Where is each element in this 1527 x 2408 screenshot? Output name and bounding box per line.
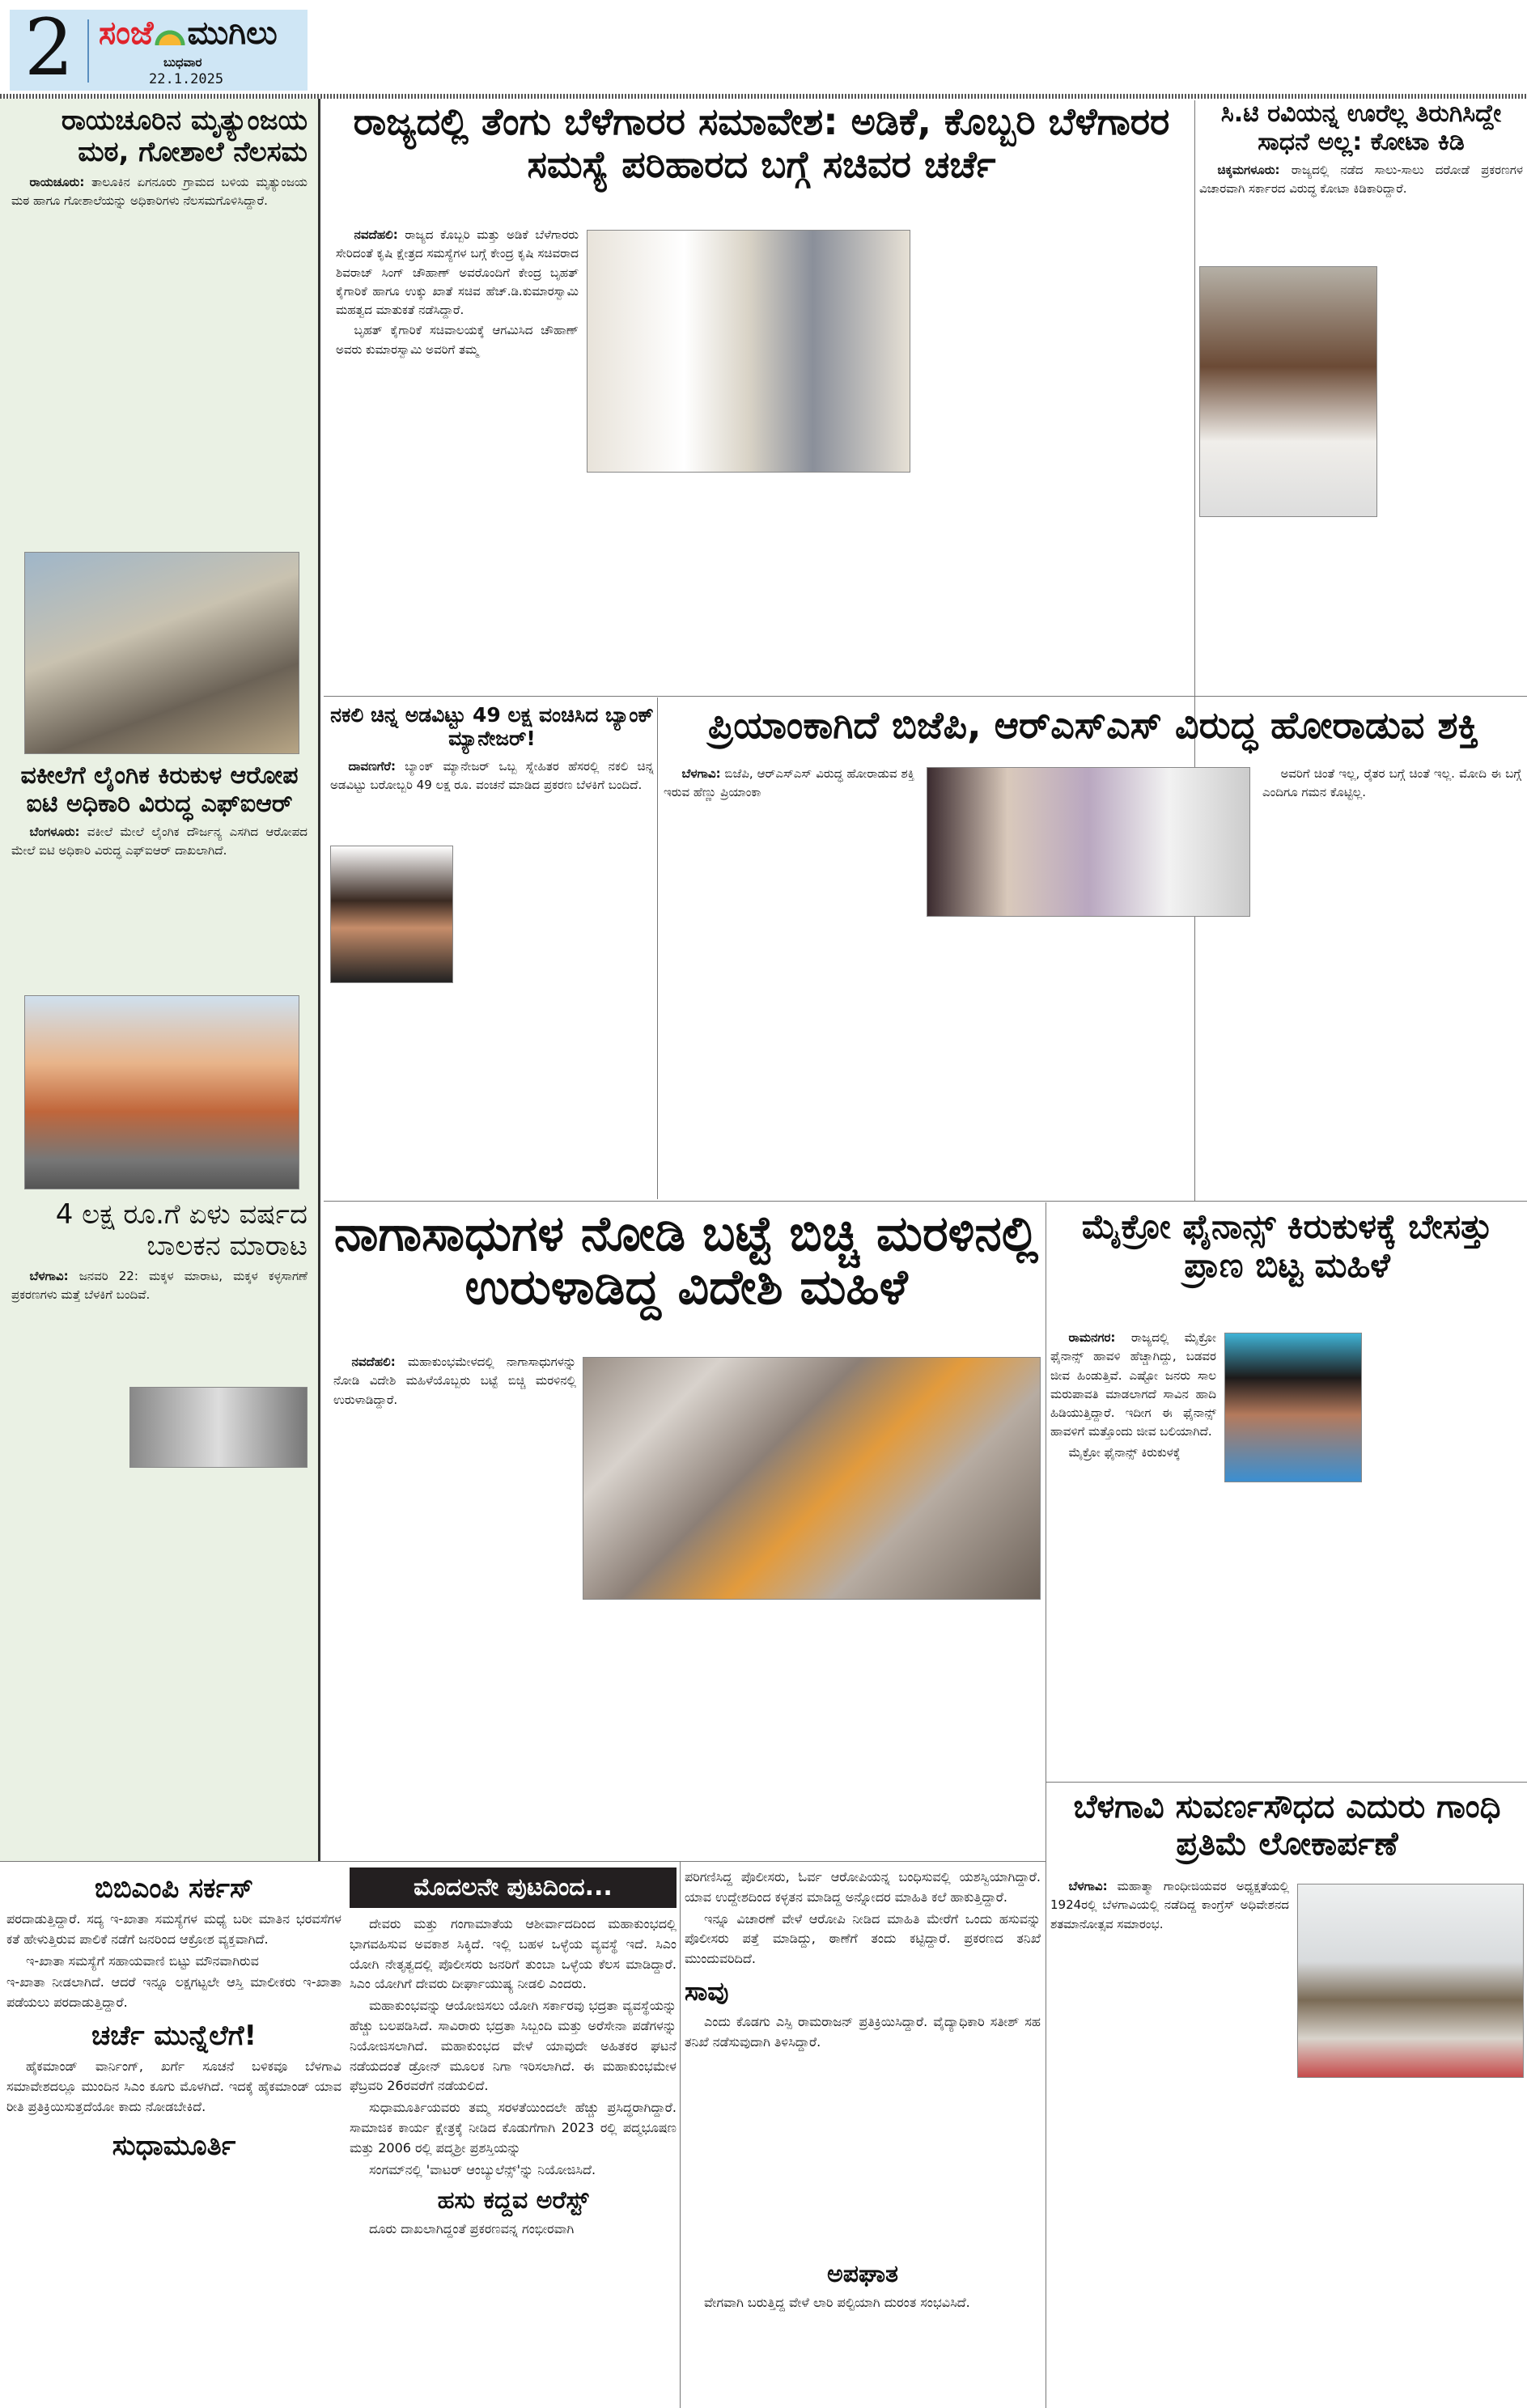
page-number: 2 xyxy=(24,2,74,93)
row-rule xyxy=(324,696,1527,697)
row-rule xyxy=(324,1201,1527,1202)
subheadline: ಚರ್ಚೆ ಮುನ್ನೆಲೆಗೆ! xyxy=(91,2019,257,2052)
story-body: ಸುಧಾಮೂರ್ತಿಯವರು ತಮ್ಮ ಸರಳತೆಯಿಂದಲೇ ಹೆಚ್ಚು ಪ್ರಸಿದ್ಧರಾಗಿದ್ದಾರೆ. ಸಾಮಾಜಿಕ ಕಾರ್ಯ ಕ್ಷೇತ್ರಕ್ಕೆ ನೀಡಿದ ಕೊಡುಗೆಗಾಗಿ 2023 ರಲ್ಲಿ ಪದ್ಮಭೂಷಣ ಮತ್ತು 2006 ರಲ್ಲಿ ಪದ್ಮಶ್ರೀ ಪ್ರಶಸ್ತಿಯನ್ನು xyxy=(350,2100,677,2156)
dateline: ರಾಯಚೂರು: xyxy=(29,175,85,190)
dateline: ದಾವಣಗೆರೆ: xyxy=(348,758,396,774)
dateline: ನವದೆಹಲಿ: xyxy=(351,1354,396,1369)
headline: ರಾಜ್ಯದಲ್ಲಿ ತೆಂಗು ಬೆಳೆಗಾರರ ಸಮಾವೇಶ: ಅಡಿಕೆ, ಕೊಬ್ಬರಿ ಬೆಳೆಗಾರರ ಸಮಸ್ಯೆ ಪರಿಹಾರದ ಬಗ್ಗೆ ಸಚಿವರ ಚರ್ಚೆ xyxy=(353,100,1170,186)
logo-text-black: ಮುಗಿಲು xyxy=(187,15,278,52)
story-body: ಇ-ಖಾತಾ ನೀಡಲಾಗಿದೆ. ಆದರೆ ಇನ್ನೂ ಲಕ್ಷಗಟ್ಟಲೇ ಆಸ್ತಿ ಮಾಲೀಕರು ಇ-ಖಾತಾ ಪಡೆಯಲು ಪರದಾಡುತ್ತಿದ್ದಾರೆ. xyxy=(6,1974,341,2011)
left-column xyxy=(0,99,320,1861)
story-body: ಮೈಕ್ರೋ ಫೈನಾನ್ಸ್ ಕಿರುಕುಳಕ್ಕೆ xyxy=(1068,1444,1181,1460)
dateline: ನವದೆಹಲಿ: xyxy=(354,227,398,242)
story-body: ಇ-ಖಾತಾ ಸಮಸ್ಯೆಗೆ ಸಹಾಯವಾಣಿ ಬಿಟ್ಟು ಮೌನವಾಗಿರುವ xyxy=(26,1952,259,1969)
dateline: ಬೆಳಗಾವಿ: xyxy=(1068,1879,1108,1893)
subheadline: ಹಸು ಕದ್ದವ ಅರೆಸ್ಟ್ xyxy=(437,2186,589,2215)
story-body: ಮಹಾಕುಂಭಮೇಳದಲ್ಲಿ ನಾಗಾಸಾಧುಗಳನ್ನು ನೋಡಿ ವಿದೇಶಿ ಮಹಿಳೆಯೊಬ್ಬರು ಬಟ್ಟೆ ಬಿಚ್ಚಿ ಮರಳಿನಲ್ಲಿ ಉರುಳಾಡಿದ್ದಾರೆ. xyxy=(333,1354,576,1407)
story-gandhi-statue xyxy=(1050,1788,1524,2403)
subheadline: ಅಪಘಾತ xyxy=(826,2259,899,2288)
logo-text-red: ಸಂಜೆ xyxy=(99,15,154,52)
priyanka-kharge-photo xyxy=(927,767,1250,917)
gandhi-statue-photo xyxy=(1297,1884,1524,2078)
victim-woman-photo xyxy=(1224,1333,1362,1482)
kota-portrait-photo xyxy=(1199,266,1377,517)
dateline: ಬೆಳಗಾವಿ: xyxy=(681,766,721,781)
story-body: ದೇವರು ಮತ್ತು ಗಂಗಾಮಾತೆಯ ಆಶೀರ್ವಾದದಿಂದ ಮಹಾಕುಂಭದಲ್ಲಿ ಭಾಗವಹಿಸುವ ಅವಕಾಶ ಸಿಕ್ಕಿದೆ. ಇಲ್ಲಿ ಬಹಳ ಒಳ್ಳೆಯ ವ್ಯವಸ್ಥೆ ಇದೆ. ಸಿಎಂ ಯೋಗಿ ನೇತೃತ್ವದಲ್ಲಿ ಪೊಲೀಸರು ಜನರಿಗೆ ತುಂಬಾ ಒಳ್ಳೆಯ ಕೆಲಸ ಮಾಡಿದ್ದಾರೆ. ಸಿಎಂ ಯೋಗಿಗೆ ದೇವರು ದೀರ್ಘಾಯುಷ್ಯ ನೀಡಲಿ ಎಂದರು. xyxy=(350,1916,677,1992)
headline: ನಕಲಿ ಚಿನ್ನ ಅಡವಿಟ್ಟು 49 ಲಕ್ಷ ವಂಚಿಸಿದ ಬ್ಯಾಂಕ್ ಮ್ಯಾನೇಜರ್! xyxy=(330,703,654,750)
headline: ಮೈಕ್ರೋ ಫೈನಾನ್ಸ್ ಕಿರುಕುಳಕ್ಕೆ ಬೇಸತ್ತು ಪ್ರಾಣ ಬಿಟ್ಟ ಮಹಿಳೆ xyxy=(1081,1206,1493,1286)
story-body: ಬಿಜೆಪಿ, ಆರ್‌ಎಸ್‌ಎಸ್ ವಿರುದ್ಧ ಹೋರಾಡುವ ಶಕ್ತಿ ಇರುವ ಹೆಣ್ಣು ಪ್ರಿಯಾಂಕಾ xyxy=(664,766,914,800)
headline: 4 ಲಕ್ಷ ರೂ.ಗೆ ಏಳು ವರ್ಷದ ಬಾಲಕನ ಮಾರಾಟ xyxy=(55,1198,308,1263)
story-naga-sadhu xyxy=(330,1207,1042,1855)
dateline: ರಾಮನಗರ: xyxy=(1068,1330,1116,1345)
story-body: ಹೈಕಮಾಂಡ್ ವಾರ್ನಿಂಗ್, ಖರ್ಗೆ ಸೂಚನೆ ಬಳಿಕವೂ ಬೆಳಗಾವಿ ಸಮಾವೇಶದಲ್ಲೂ ಮುಂದಿನ ಸಿಎಂ ಕೂಗು ಮೊಳಗಿದೆ. ಇದಕ್ಕೆ ಹೈಕಮಾಂಡ್ ಯಾವ ರೀತಿ ಪ್ರತಿಕ್ರಿಯಿಸುತ್ತದೆಯೋ ಕಾದು ನೋಡಬೇಕಿದೆ. xyxy=(6,2058,341,2114)
story-body: ರಾಜ್ಯದ ಕೊಬ್ಬರಿ ಮತ್ತು ಅಡಿಕೆ ಬೆಳೆಗಾರರು ಸೇರಿದಂತೆ ಕೃಷಿ ಕ್ಷೇತ್ರದ ಸಮಸ್ಯೆಗಳ ಬಗ್ಗೆ ಕೇಂದ್ರ ಕೃಷಿ ಸಚಿವರಾದ ಶಿವರಾಜ್ ಸಿಂಗ್ ಚೌಹಾಣ್ ಅವರೊಂದಿಗೆ ಕೇಂದ್ರ ಬೃಹತ್ ಕೈಗಾರಿಕೆ ಹಾಗೂ ಉಕ್ಕು ಖಾತೆ ಸಚಿವ ಹೆಚ್.ಡಿ.ಕುಮಾರಸ್ವಾಮಿ ಮಹತ್ವದ ಮಾತುಕತೆ ನಡೆಸಿದ್ದಾರೆ. xyxy=(336,227,579,317)
dateline: ಬೆಂಗಳೂರು: xyxy=(29,825,80,839)
story-body: ಬೃಹತ್ ಕೈಗಾರಿಕೆ ಸಚಿವಾಲಯಕ್ಕೆ ಆಗಮಿಸಿದ ಚೌಹಾಣ್ ಅವರು ಕುಮಾರಸ್ವಾಮಿ ಅವರಿಗೆ ತಮ್ಮ xyxy=(336,323,579,357)
story-microfinance xyxy=(1050,1207,1524,1778)
story-body: ಸಂಗಮ್‌ನಲ್ಲಿ 'ವಾಟರ್ ಆಂಬ್ಯುಲೆನ್ಸ್'ನ್ನು ನಿಯೋಜಿಸಿದೆ. xyxy=(369,2161,596,2177)
naga-sadhus-photo xyxy=(583,1357,1041,1600)
headline: ನಾಗಾಸಾಧುಗಳ ನೋಡಿ ಬಟ್ಟೆ ಬಿಚ್ಚಿ ಮರಳಿನಲ್ಲಿ ಉರುಳಾಡಿದ್ದ ವಿದೇಶಿ ಮಹಿಳೆ xyxy=(333,1206,1039,1316)
section-header: ಮೊದಲನೇ ಪುಟದಿಂದ... xyxy=(350,1867,677,1908)
story-main xyxy=(332,100,1191,695)
demolished-structure-photo xyxy=(24,552,299,754)
story-body: ಅವರಿಗೆ ಚಿಂತೆ ಇಲ್ಲ, ರೈತರ ಬಗ್ಗೆ ಚಿಂತೆ ಇಲ್ಲ. ಮೋದಿ ಈ ಬಗ್ಗೆ ಎಂದಿಗೂ ಗಮನ ಕೊಟ್ಟಿಲ್ಲ. xyxy=(1262,766,1521,800)
story-priyanka xyxy=(664,704,1523,1198)
ministers-meeting-photo xyxy=(587,230,910,473)
row-rule xyxy=(0,1861,1046,1862)
story-body: ಮಹಾತ್ಮಾ ಗಾಂಧೀಜಿಯವರ ಅಧ್ಯಕ್ಷತೆಯಲ್ಲಿ 1924ರಲ್ಲಿ ಬೆಳಗಾವಿಯಲ್ಲಿ ನಡೆದಿದ್ದ ಕಾಂಗ್ರೆಸ್ ಅಧಿವೇಶನದ ಶತಮಾನೋತ್ಸವ ಸಮಾರಂಭ. xyxy=(1050,1879,1289,1931)
continued-column xyxy=(685,1867,1041,2406)
story-body: ಎಂದು ಕೊಡಗು ಎಸ್ಪಿ ರಾಮರಾಜನ್ ಪ್ರತಿಕ್ರಿಯಿಸಿದ್ದಾರೆ. ವೈದ್ಯಾಧಿಕಾರಿ ಸತೀಶ್ ಸಹ ತನಿಖೆ ನಡೆಸುವುದಾಗಿ ತಿಳಿಸಿದ್ದಾರೆ. xyxy=(685,2013,1041,2050)
story-ct-ravi xyxy=(1199,100,1523,695)
story-bbmp xyxy=(6,1867,341,2406)
column-rule xyxy=(657,697,658,1199)
police-station-photo xyxy=(24,995,299,1189)
story-raichur xyxy=(11,105,308,521)
story-body: ಬ್ಯಾಂಕ್ ಮ್ಯಾನೇಜರ್ ಒಬ್ಬ ಸ್ನೇಹಿತರ ಹೆಸರಲ್ಲಿ ನಕಲಿ ಚಿನ್ನ ಅಡವಿಟ್ಟು ಬರೋಬ್ಬರಿ 49 ಲಕ್ಷ ರೂ. ವಂಚನೆ ಮಾಡಿದ ಪ್ರಕರಣ ಬೆಳಕಿಗೆ ಬಂದಿದೆ. xyxy=(330,758,654,792)
story-bank-manager xyxy=(330,704,654,1198)
story-body: ರಾಜ್ಯದಲ್ಲಿ ನಡೆದ ಸಾಲು-ಸಾಲು ದರೋಡೆ ಪ್ರಕರಣಗಳ ವಿಚಾರವಾಗಿ ಸರ್ಕಾರದ ವಿರುದ್ಧ ಕೋಟಾ ಕಿಡಿಕಾರಿದ್ದಾರೆ. xyxy=(1199,163,1523,197)
column-rule xyxy=(680,1861,681,2408)
story-body: ಪರದಾಡುತ್ತಿದ್ದಾರೆ. ಸದ್ಯ ಇ-ಖಾತಾ ಸಮಸ್ಯೆಗಳ ಮಧ್ಯೆ ಬರೀ ಮಾತಿನ ಭರವಸೆಗಳ ಕತೆ ಹೇಳುತ್ತಿರುವ ಪಾಲಿಕೆ ನಡೆಗೆ ಜನರಿಂದ ಆಕ್ರೋಶ ವ್ಯಕ್ತವಾಗಿದೆ. xyxy=(6,1911,341,1947)
bank-manager-photo xyxy=(330,846,453,983)
headline: ಪ್ರಿಯಾಂಕಾಗಿದೆ ಬಿಜೆಪಿ, ಆರ್‌ಎಸ್‌ಎಸ್ ವಿರುದ್ಧ ಹೋರಾಡುವ ಶಕ್ತಿ xyxy=(707,703,1479,747)
child-hands-photo xyxy=(129,1387,308,1468)
subheadline: ಸಾವು xyxy=(685,1975,729,2007)
continued-from-front-page xyxy=(350,1867,677,2406)
subheadline: ಸುಧಾಮೂರ್ತಿ xyxy=(112,2130,236,2163)
sun-palm-icon xyxy=(153,24,187,45)
headline: ಬಿಬಿಎಂಪಿ ಸರ್ಕಸ್ xyxy=(94,1872,254,1905)
masthead xyxy=(10,2,308,93)
headline: ಸಿ.ಟಿ ರವಿಯನ್ನ ಊರೆಲ್ಲ ತಿರುಗಿಸಿದ್ದೇ ಸಾಧನೆ ಅಲ್ಲ: ಕೋಟಾ ಕಿಡಿ xyxy=(1220,100,1502,156)
newspaper-logo xyxy=(99,15,278,52)
story-vakil xyxy=(11,762,308,977)
story-body: ವೇಗವಾಗಿ ಬರುತ್ತಿದ್ದ ವೇಳೆ ಲಾರಿ ಪಲ್ಟಿಯಾಗಿ ದುರಂತ ಸಂಭವಿಸಿದೆ. xyxy=(704,2294,970,2310)
story-body: ಜನವರಿ 22: ಮಕ್ಕಳ ಮಾರಾಟ, ಮಕ್ಕಳ ಕಳ್ಳಸಾಗಣೆ ಪ್ರಕರಣಗಳು ಮತ್ತೆ ಬೆಳಕಿಗೆ ಬಂದಿವೆ. xyxy=(11,1269,308,1303)
issue-date: 22.1.2025 xyxy=(149,71,224,87)
weekday: ಬುಧವಾರ xyxy=(163,55,202,70)
story-body: ರಾಜ್ಯದಲ್ಲಿ ಮೈಕ್ರೋ ಫೈನಾನ್ಸ್ ಹಾವಳಿ ಹೆಚ್ಚಾಗಿದ್ದು, ಬಡವರ ಜೀವ ಹಿಂಡುತ್ತಿವೆ. ಎಷ್ಟೋ ಜನರು ಸಾಲ ಮರುಪಾವತಿ ಮಾಡಲಾಗದೆ ಸಾವಿನ ಹಾದಿ ಹಿಡಿಯುತ್ತಿದ್ದಾರೆ. ಇದೀಗ ಈ ಫೈನಾನ್ಸ್ ಹಾವಳಿಗೆ ಮತ್ತೊಂದು ಜೀವ ಬಲಿಯಾಗಿದೆ. xyxy=(1050,1330,1216,1439)
headline: ರಾಯಚೂರಿನ ಮೃತ್ಯುಂಜಯ ಮಠ, ಗೋಶಾಲೆ ನೆಲಸಮ xyxy=(61,104,308,169)
story-body: ದೂರು ದಾಖಲಾಗಿದ್ದಂತೆ ಪ್ರಕರಣವನ್ನ ಗಂಭೀರವಾಗಿ xyxy=(369,2221,575,2237)
dateline: ಬೆಳಗಾವಿ: xyxy=(29,1269,69,1284)
story-body: ತಾಲೂಕಿನ ಏಗನೂರು ಗ್ರಾಮದ ಬಳಿಯ ಮೃತ್ಯುಂಜಯ ಮಠ ಹಾಗೂ ಗೋಶಾಲೆಯನ್ನು ಅಧಿಕಾರಿಗಳು ನೆಲಸಮಗೊಳಿಸಿದ್ದಾರೆ. xyxy=(11,175,308,209)
row-rule xyxy=(1046,1782,1527,1783)
divider xyxy=(87,19,89,83)
story-body: ಇನ್ನೂ ವಿಚಾರಣೆ ವೇಳೆ ಆರೋಪಿ ನೀಡಿದ ಮಾಹಿತಿ ಮೇರೆಗೆ ಒಂದು ಹಸುವನ್ನು ಪೊಲೀಸರು ಪತ್ತೆ ಮಾಡಿದ್ದು, ಠಾಣೆಗೆ ತಂದು ಕಟ್ಟಿದ್ದಾರೆ. ಪ್ರಕರಣದ ತನಿಖೆ ಮುಂದುವರಿದಿದೆ. xyxy=(685,1910,1041,1967)
dateline: ಚಿಕ್ಕಮಗಳೂರು: xyxy=(1217,163,1280,177)
story-child-sale xyxy=(11,1199,308,1834)
story-body: ಮಹಾಕುಂಭವನ್ನು ಆಯೋಜಿಸಲು ಯೋಗಿ ಸರ್ಕಾರವು ಭದ್ರತಾ ವ್ಯವಸ್ಥೆಯನ್ನು ಹೆಚ್ಚು ಬಲಪಡಿಸಿದೆ. ಸಾವಿರಾರು ಭದ್ರತಾ ಸಿಬ್ಬಂದಿ ಮತ್ತು ಅರೆಸೇನಾ ಪಡೆಗಳನ್ನು ನಿಯೋಜಿಸಲಾಗಿದೆ. ಮಹಾಕುಂಭದ ವೇಳೆ ಯಾವುದೇ ಅಹಿತಕರ ಘಟನೆ ನಡೆಯದಂತೆ ಡ್ರೋನ್ ಮೂಲಕ ನಿಗಾ ಇರಿಸಲಾಗಿದೆ. ಈ ಮಹಾಕುಂಭಮೇಳ ಫೆಬ್ರವರಿ 26ರವರೆಗೆ ನಡೆಯಲಿದೆ. xyxy=(350,1998,677,2094)
headline: ವಕೀಲೆಗೆ ಲೈಂಗಿಕ ಕಿರುಕುಳ ಆರೋಪ ಐಟಿ ಅಧಿಕಾರಿ ವಿರುದ್ಧ ಎಫ್‌ಐಆರ್ xyxy=(20,761,299,818)
headline: ಬೆಳಗಾವಿ ಸುವರ್ಣಸೌಧದ ಎದುರು ಗಾಂಧಿ ಪ್ರತಿಮೆ ಲೋಕಾರ್ಪಣೆ xyxy=(1073,1788,1501,1863)
story-body: ವಕೀಲೆ ಮೇಲೆ ಲೈಂಗಿಕ ದೌರ್ಜನ್ಯ ಎಸಗಿದ ಆರೋಪದ ಮೇಲೆ ಐಟಿ ಅಧಿಕಾರಿ ವಿರುದ್ಧ ಎಫ್‌ಐಆರ್ ದಾಖಲಾಗಿದೆ. xyxy=(11,825,308,858)
story-body: ಪರಿಗಣಿಸಿದ್ದ ಪೊಲೀಸರು, ಓರ್ವ ಆರೋಪಿಯನ್ನ ಬಂಧಿಸುವಲ್ಲಿ ಯಶಸ್ವಿಯಾಗಿದ್ದಾರೆ. ಯಾವ ಉದ್ದೇಶದಿಂದ ಕಳ್ಳತನ ಮಾಡಿದ್ದ ಅನ್ನೋದರ ಮಾಹಿತಿ ಕಲೆ ಹಾಕುತ್ತಿದ್ದಾರೆ. xyxy=(685,1869,1041,1905)
